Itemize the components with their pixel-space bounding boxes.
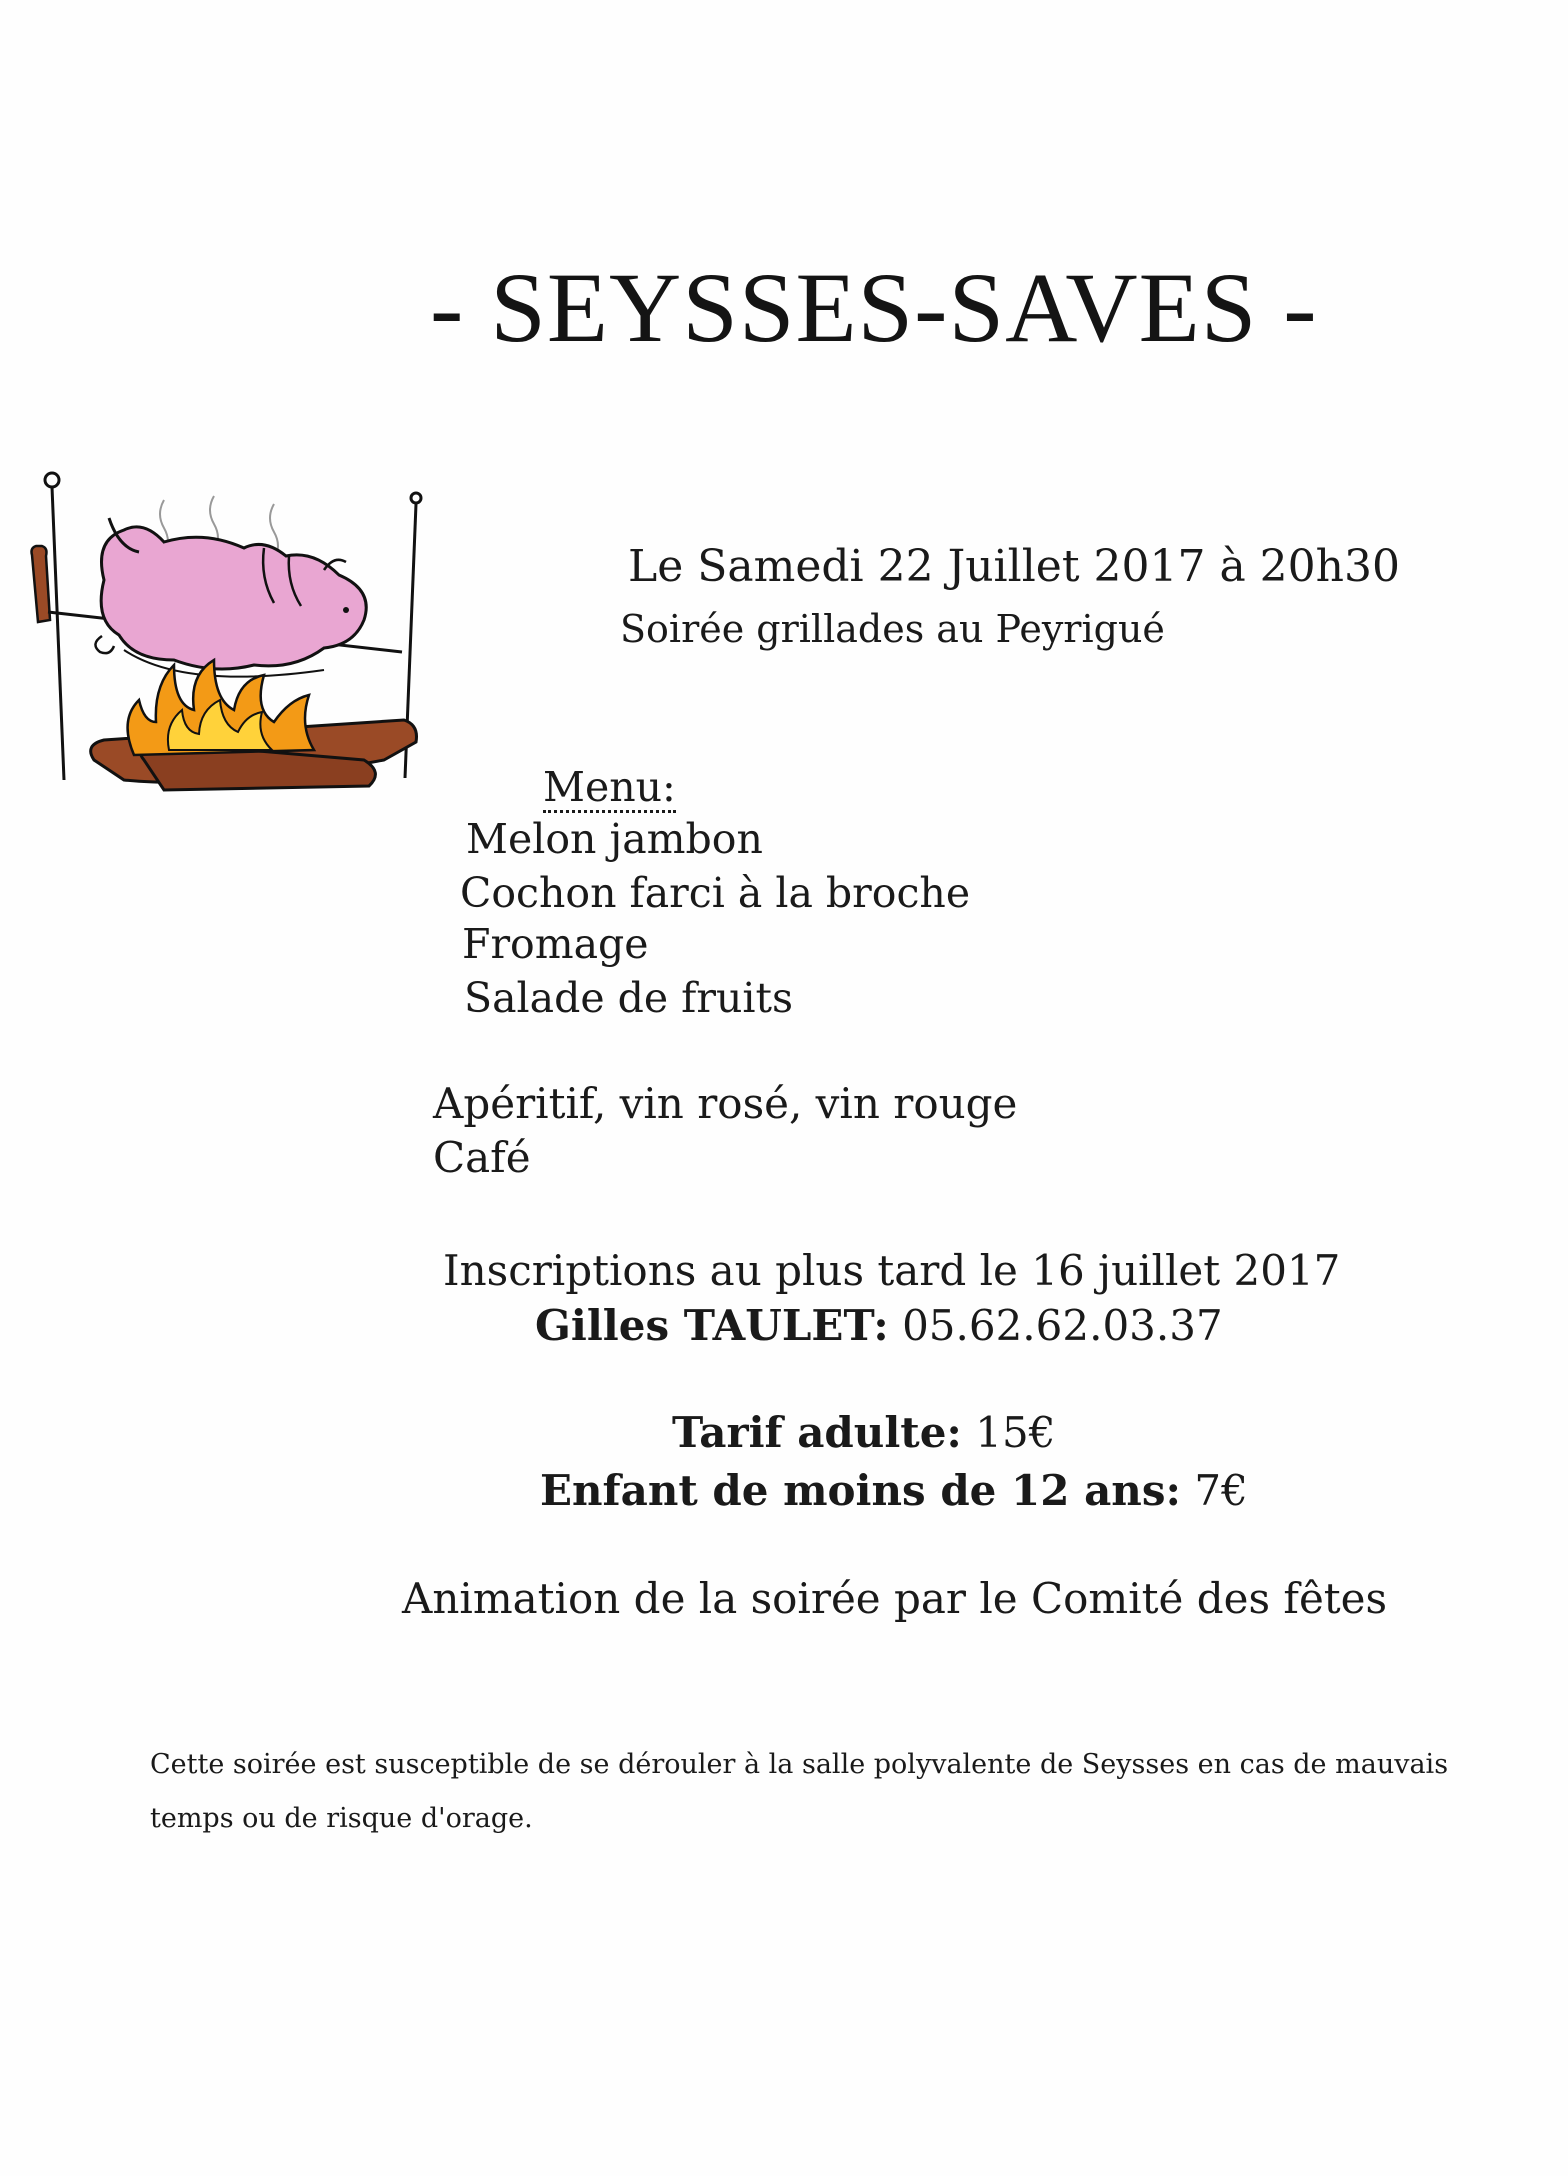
registration-deadline: Inscriptions au plus tard le 16 juillet 2017 [443, 1246, 1341, 1295]
animation-note: Animation de la soirée par le Comité des fêtes [402, 1574, 1388, 1623]
menu-item: Cochon farci à la broche [460, 869, 971, 917]
menu-item: Salade de fruits [464, 974, 793, 1022]
weather-footnote: Cette soirée est susceptible de se dérouler à la salle polyvalente de Seysses en cas de mauvais temps ou de risque d'orage. [150, 1749, 1449, 1834]
adult-price-value: 15€ [975, 1408, 1056, 1457]
menu-item: Fromage [462, 920, 649, 968]
adult-price-label: Tarif adulte: [672, 1408, 962, 1457]
menu-item: Melon jambon [466, 815, 763, 863]
drinks-line: Café [433, 1133, 531, 1182]
contact-name: Gilles TAULET: [535, 1301, 889, 1350]
menu-heading: Menu: [543, 765, 676, 813]
child-price-value: 7€ [1194, 1466, 1248, 1515]
event-date: Le Samedi 22 Juillet 2017 à 20h30 [628, 541, 1400, 592]
contact-phone: 05.62.62.03.37 [902, 1301, 1223, 1350]
page-title: - SEYSSES-SAVES - [430, 252, 1318, 363]
child-price [540, 1466, 1248, 1515]
child-price-label: Enfant de moins de 12 ans: [540, 1466, 1181, 1515]
roasting-pig-icon [24, 460, 424, 830]
registration-contact [535, 1301, 1223, 1350]
adult-price [672, 1408, 1056, 1457]
drinks-line: Apéritif, vin rosé, vin rouge [433, 1079, 1018, 1128]
event-subtitle: Soirée grillades au Peyrigué [620, 607, 1165, 651]
